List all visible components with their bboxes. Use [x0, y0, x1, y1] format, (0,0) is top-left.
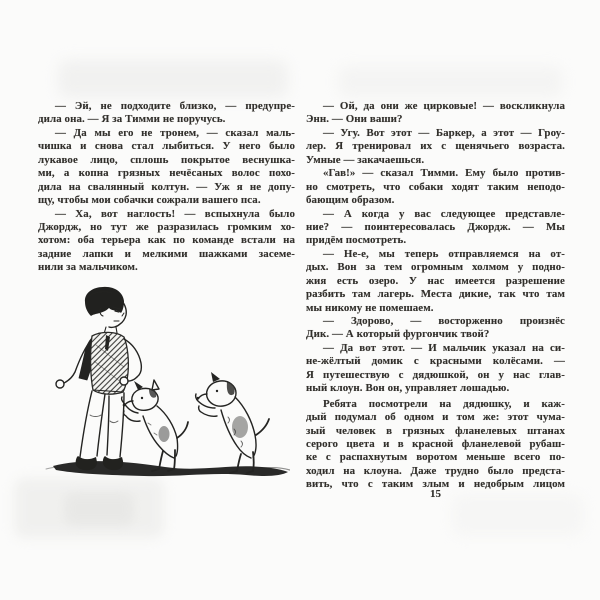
left-page-text-column [38, 100, 295, 275]
text-line: придём посмотреть. [306, 234, 407, 247]
scan-artifact [14, 478, 164, 538]
text-line: Умные — закачаешься. [306, 153, 425, 166]
text-line: Джордж, но тут же разразилась громким хо- [38, 220, 295, 233]
scan-artifact [58, 60, 288, 98]
text-line: разбить там лагерь. Места дикие, так что там [306, 288, 565, 301]
text-line: — А когда у вас следующее представле- [323, 207, 565, 220]
illustration-boy-with-two-dancing-terriers [40, 285, 290, 485]
text-line: ние? — поинтересовалась Джордж. — Мы [306, 220, 565, 233]
text-line: не-жёлтый домик с красными колёсами. — [306, 355, 565, 368]
text-line: — Здорово, — восторженно произнёс [323, 315, 565, 327]
page-number: 15 [430, 488, 441, 500]
text-line: серого цвета и в красной фланелевой рубаш- [306, 437, 565, 450]
terrier-two [196, 372, 269, 473]
boy-figure [56, 287, 141, 470]
text-line: лер. Я тренировал их с щенячьего возраста. [306, 140, 565, 153]
text-line: дила она. — Я за Тимми не поручусь. [38, 113, 226, 126]
scan-artifact [338, 66, 563, 98]
text-line: вить, что с таким злым и недобрым лицом [306, 478, 565, 491]
text-line: мы никому не помешаем. [306, 301, 434, 314]
text-line: щу, чтобы мои собачки сожрали вашего пса. [38, 194, 261, 207]
text-line: — Угу. Вот этот — Баркер, а этот — Гроу- [323, 126, 565, 139]
text-line: чишка и снова стал лыбиться. У него было [38, 140, 295, 153]
text-line: задние лапки и мелкими шажками засеме- [38, 247, 295, 260]
text-line: — Не-е, мы теперь отправляемся на от- [323, 247, 565, 260]
text-line: дый подумал об одном и том же: этот чума- [306, 411, 565, 424]
text-line: ми, а копна грязных нечёсаных волос похо- [38, 167, 295, 180]
text-line: — Да мы его не тронем, — сказал маль- [55, 126, 295, 139]
text-line: дила на свалянный колтун. — Уж я не допу- [38, 180, 295, 193]
scan-artifact [64, 492, 134, 526]
terrier-one [122, 380, 188, 471]
text-line: ный клоун. Вон он, управляет лошадью. [306, 382, 510, 395]
text-line: Я путешествую с дядюшкой, он у нас глав- [306, 368, 565, 381]
text-line: дых. Вон за тем огромным холмом у подно- [306, 261, 565, 274]
text-line: но смотреть, что собаки ходят таким неподо- [306, 180, 565, 193]
scan-artifact [452, 494, 584, 536]
text-line: ходил на клоуна. Даже трудно было предста- [306, 464, 565, 477]
text-line: бающим образом. [306, 194, 395, 207]
text-line: — Эй, не подходите близко, — предупре- [55, 100, 295, 112]
text-line: лукавое лицо, сплошь покрытое веснушка- [38, 153, 295, 166]
text-line: Энн. — Они ваши? [306, 113, 403, 126]
text-line: хотом: оба терьера как по команде встали на [38, 234, 295, 247]
text-line: — Ха, вот наглость! — вспыхнула было [55, 207, 295, 220]
text-line: ке с распахнутым воротом меньше всего по- [306, 451, 565, 464]
text-line: нили за мальчиком. [38, 261, 138, 274]
text-line: — Ой, да они же цирковые! — воскликнула [323, 100, 565, 112]
right-page-text-column [306, 100, 565, 492]
text-line: «Гав!» — сказал Тимми. Ему было против- [323, 167, 565, 180]
text-line: жия есть озеро. У нас имеется разрешение [306, 274, 565, 287]
text-line: Ребята посмотрели на дядюшку, и каж- [323, 397, 565, 410]
text-line: зый человек в грязных фланелевых штанах [306, 424, 565, 437]
text-line: Дик. — А который фургончик твой? [306, 328, 490, 341]
text-line: — Да вот этот. — И мальчик указал на си- [323, 341, 565, 354]
